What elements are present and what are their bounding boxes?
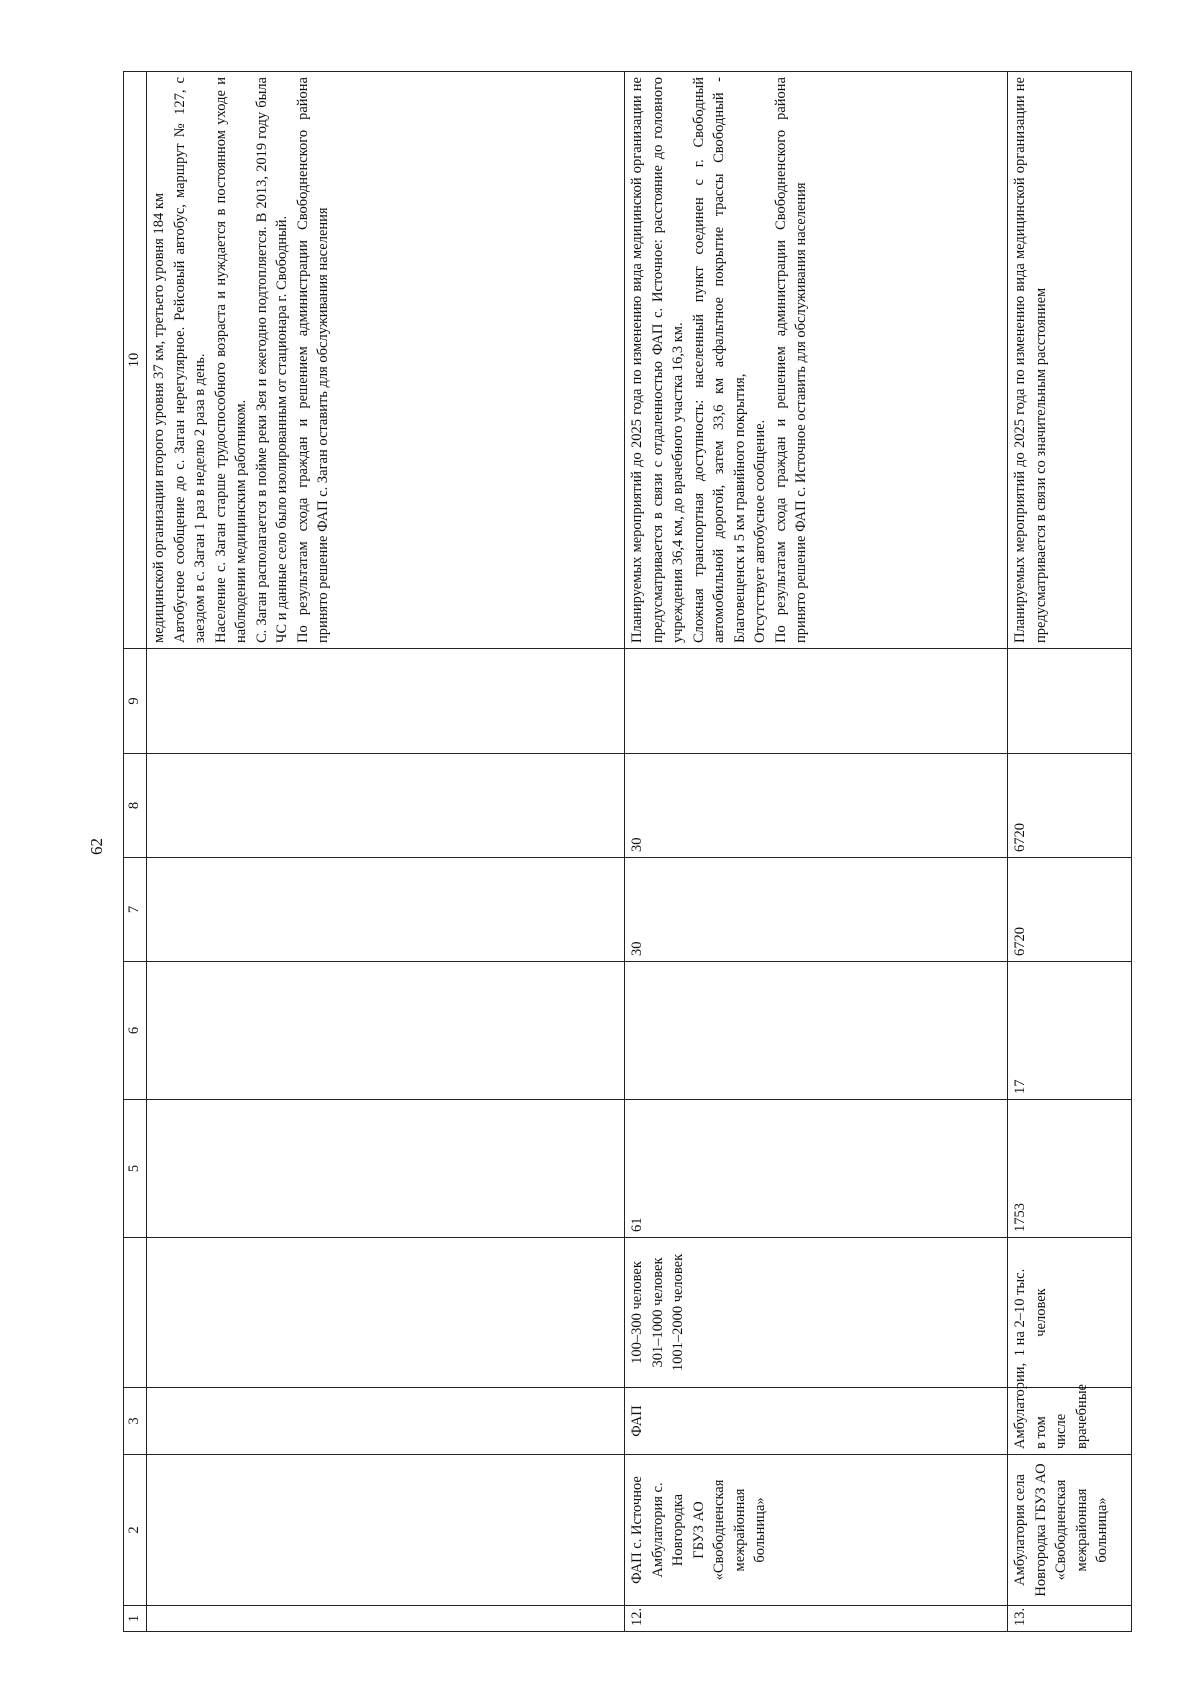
row-number: 12.	[625, 1606, 1008, 1632]
table-cell	[147, 1100, 625, 1238]
table-cell	[147, 1455, 625, 1606]
table-row	[1008, 72, 1132, 1632]
facilities-table	[123, 71, 1132, 1632]
header-cell: 6	[124, 962, 147, 1100]
header-cell: 9	[124, 649, 147, 754]
header-cell: 3	[124, 1388, 147, 1455]
header-cell: 2	[124, 1455, 147, 1606]
justification-text: По результатам схода граждан и решением администрации Свободненского района принято решение ФАП с. Заган оставить для обслуживания населения	[294, 77, 331, 643]
facility-name: ФАП с. Источное	[629, 1476, 645, 1584]
justification-text: С. Заган располагается в пойме реки Зея и ежегодно подтопляется. В 2013, 2019 году была ЧС и данные село было изолированным от стационара г. Свободный.	[253, 77, 290, 643]
table-row	[625, 72, 1008, 1632]
header-cell: 8	[124, 754, 147, 858]
facility-type: Амбулатории, в том числе врачебные	[1008, 1388, 1132, 1455]
value-cell-8: 6720	[1008, 754, 1132, 858]
justification-text: Планируемых мероприятий до 2025 года по изменению вида медицинской организации не предусматривается в связи с отдаленностью ФАП с. Источное: расстояние до головного учреждения 36,4 км, до врачебного участка 16,3 км.	[629, 77, 686, 643]
table-cell	[147, 649, 625, 754]
header-cell	[124, 1238, 147, 1388]
population-norm-cell	[625, 1238, 1008, 1388]
value-cell-6: 17	[1008, 962, 1132, 1100]
justification-text: Планируемых мероприятий до 2025 года по изменению вида медицинской организации не предусматривается в связи со значительным расстоянием	[1012, 77, 1049, 643]
facility-type: ФАП	[625, 1388, 1008, 1455]
table-cell	[147, 858, 625, 962]
justification-text: Население с. Заган старше трудоспособного возраста и нуждается в постоянном уходе и наблюдении медицинским работником.	[212, 77, 249, 643]
value-cell-5: 61	[625, 1100, 1008, 1238]
facility-name: Амбулатория с. Новгородка	[649, 1482, 686, 1578]
justification-cell	[147, 72, 625, 649]
table-cell	[147, 754, 625, 858]
header-cell: 10	[124, 72, 147, 649]
justification-text: По результатам схода граждан и решением администрации Свободненского района принято решение ФАП с. Источное оставить для обслуживания населения	[772, 77, 809, 643]
header-cell: 7	[124, 858, 147, 962]
value-cell-7: 6720	[1008, 858, 1132, 962]
justification-text: Сложная транспортная доступность: населенный пункт соединен с г. Свободный автомобильной дорогой, затем 33,6 км асфальтное покрытие трассы Свободный - Благовещенск и 5 км гравийного покрытия,	[690, 77, 748, 643]
facility-name: Амбулатория села Новгородка ГБУЗ АО «Свободненская межрайонная больница»	[1012, 1463, 1110, 1597]
value-cell-6	[625, 962, 1008, 1100]
value-cell-9	[1008, 649, 1132, 754]
facility-name: ГБУЗ АО «Свободненская межрайонная больница»	[690, 1479, 768, 1581]
table-cell	[147, 962, 625, 1100]
value-cell-5: 1753	[1008, 1100, 1132, 1238]
facility-name-cell	[625, 1455, 1008, 1606]
population-norm: 1 на 2–10 тыс. человек	[1012, 1268, 1049, 1357]
row-number: 13.	[1008, 1606, 1132, 1632]
table-cell	[147, 1238, 625, 1388]
population-norm: 301–1000 человек	[649, 1257, 666, 1368]
value-cell-7: 30	[625, 858, 1008, 962]
population-norm: 1001–2000 человек	[670, 1253, 686, 1372]
header-row	[124, 72, 147, 1632]
justification-cell	[625, 72, 1008, 649]
header-cell: 1	[124, 1606, 147, 1632]
value-cell-9	[625, 649, 1008, 754]
continuation-row	[147, 72, 625, 1632]
population-norm: 100–300 человек	[629, 1261, 645, 1364]
header-cell: 5	[124, 1100, 147, 1238]
justification-text: медицинской организации второго уровня 37 км, третьего уровня 184 км	[151, 192, 167, 643]
table-cell	[147, 1388, 625, 1455]
rotated-table-container	[123, 72, 1148, 1632]
facility-name-cell	[1008, 1455, 1132, 1606]
justification-text: Отсутствует автобусное сообщение.	[752, 419, 768, 643]
justification-cell	[1008, 72, 1132, 649]
value-cell-8: 30	[625, 754, 1008, 858]
justification-text: Автобусное сообщение до с. Заган нерегулярное. Рейсовый автобус, маршрут № 127, с заездом в с. Заган 1 раз в неделю 2 раза в день.	[171, 77, 208, 643]
page-number: 62	[87, 838, 106, 855]
table-cell	[147, 1606, 625, 1632]
